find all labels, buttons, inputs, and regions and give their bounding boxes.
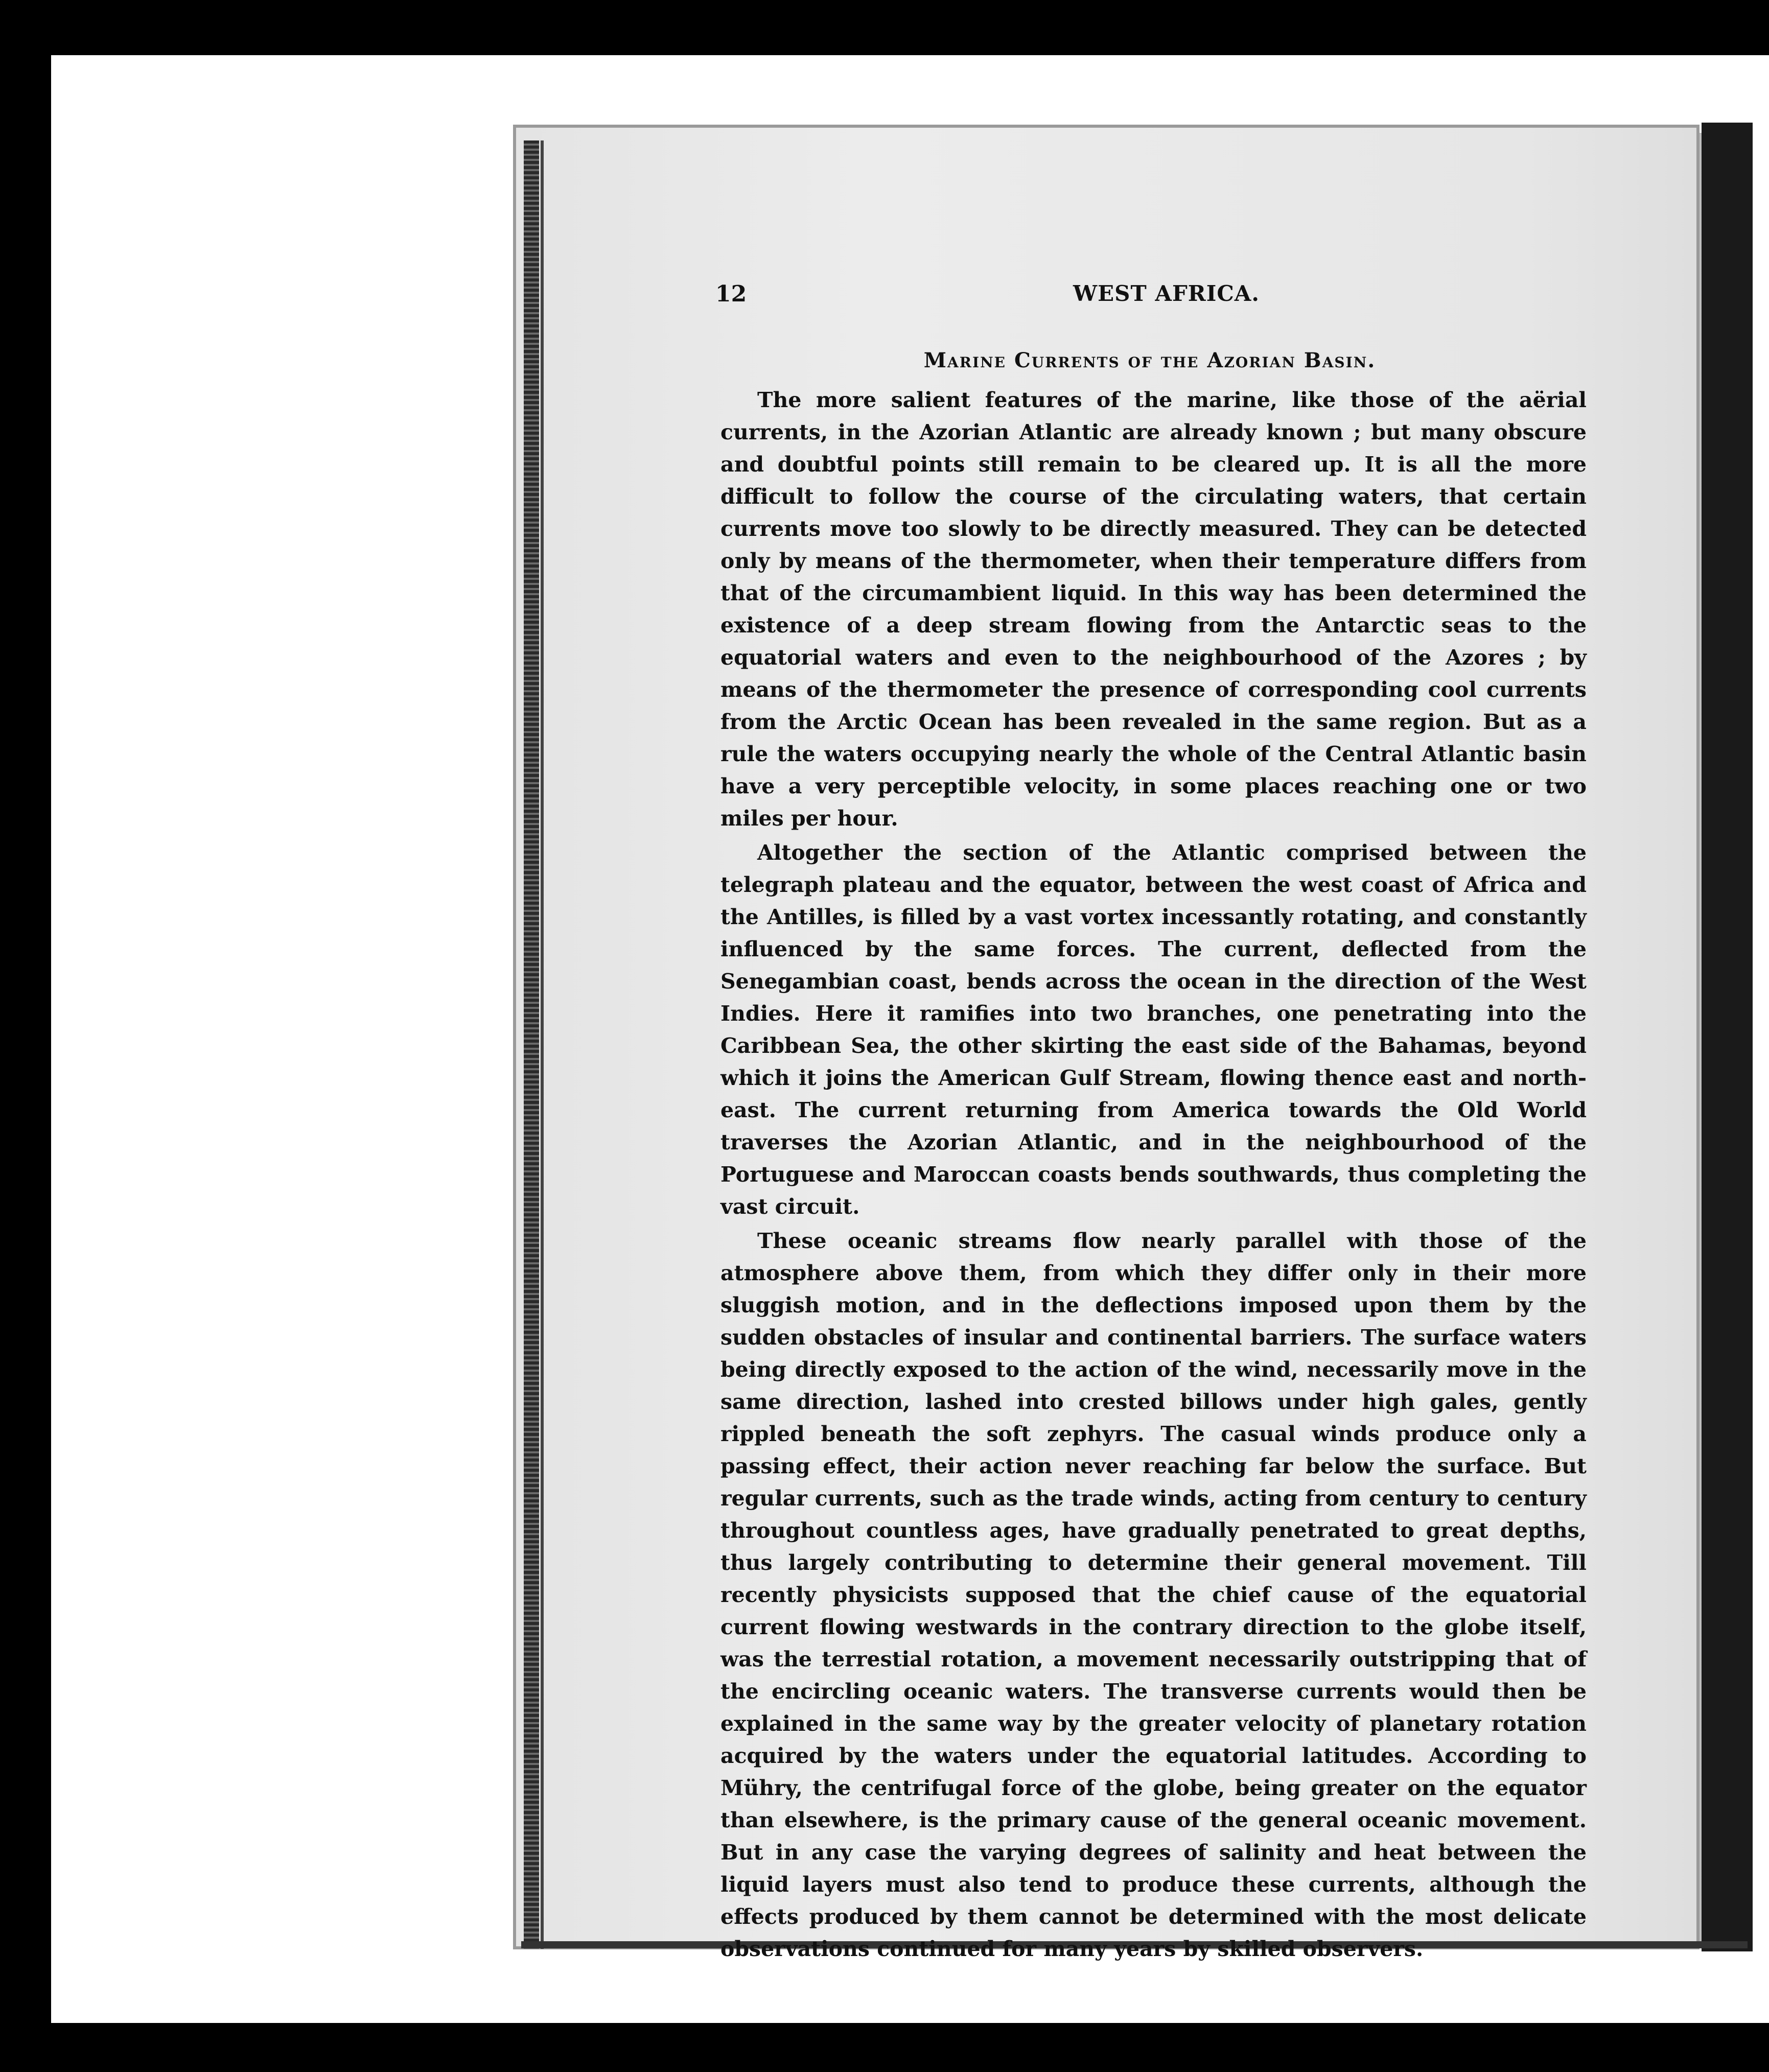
book-spine [524, 140, 539, 1949]
running-head [715, 281, 1584, 312]
book-edge-right [1702, 123, 1753, 1951]
spine-shadow [541, 140, 544, 1949]
body-text [720, 384, 1587, 1967]
section-heading: Marine Currents of the Azorian Basin. [923, 348, 1376, 372]
film-border-bottom [0, 2023, 1769, 2072]
film-border-left [0, 0, 51, 2072]
paragraph: Altogether the section of the Atlantic comprised between the telegraph plateau and the equator, between the west coast of Africa and the Antilles, is filled by a vast vortex incessantly rotating, and constantly influenced by the same forces. The current, deflected from the Senegambian coast, bends across the ocean in the direction of the West Indies. Here it ramifies into two branches, one penetrating into the Caribbean Sea, the other skirting the east side of the Bahamas, beyond which it joins the American Gulf Stream, flowing thence east and north-east. The current returning from America towards the Old World traverses the Azorian Atlantic, and in the neighbourhood of the Portuguese and Maroccan coasts bends southwards, thus completing the vast circuit. [720, 840, 1587, 1219]
page-number: 12 [715, 281, 747, 307]
film-border-top [0, 0, 1769, 55]
paragraph: The more salient features of the marine, like those of the aërial currents, in the Azorian Atlantic are already known ; but many obscure and doubtful points still remain to be cleared up. It is all the more difficult to follow the course of the circulating waters, that certain currents move too slowly to be directly measured. They can be detected only by means of the thermometer, when their temperature differs from that of the circumambient liquid. In this way has been determined the existence of a deep stream flowing from the Antarctic seas to the equatorial waters and even to the neighbourhood of the Azores ; by means of the thermometer the presence of corresponding cool currents from the Arctic Ocean has been revealed in the same region. But as a rule the waters occupying nearly the whole of the Central Atlantic basin have a very perceptible velocity, in some places reaching one or two miles per hour. [720, 388, 1587, 831]
running-title: WEST AFRICA. [1073, 281, 1260, 306]
paragraph: These oceanic streams flow nearly parallel with those of the atmosphere above them, from which they differ only in their more sluggish motion, and in the deflections imposed upon them by the sudden obstacles of insular and continental barriers. The surface waters being directly exposed to the action of the wind, necessarily move in the same direction, lashed into crested billows under high gales, gently rippled beneath the soft zephyrs. The casual winds produce only a passing effect, their action never reaching far below the surface. But regular currents, such as the trade winds, acting from century to century throughout countless ages, have gradually penetrated to great depths, thus largely contributing to determine their general movement. Till recently physicists supposed that the chief cause of the equatorial current flowing westwards in the contrary direction to the globe itself, was the terrestial rotation, a movement necessarily outstripping that of the encircling oceanic waters. The transverse currents would then be explained in the same way by the greater velocity of planetary rotation acquired by the waters under the equatorial latitudes. According to Mühry, the centrifugal force of the globe, being greater on the equator than elsewhere, is the primary cause of the general oceanic movement. But in any case the varying degrees of salinity and heat between the liquid layers must also tend to produce these currents, although the effects produced by them cannot be determined with the most delicate observations continued for many years by skilled observers. [720, 1229, 1587, 1961]
